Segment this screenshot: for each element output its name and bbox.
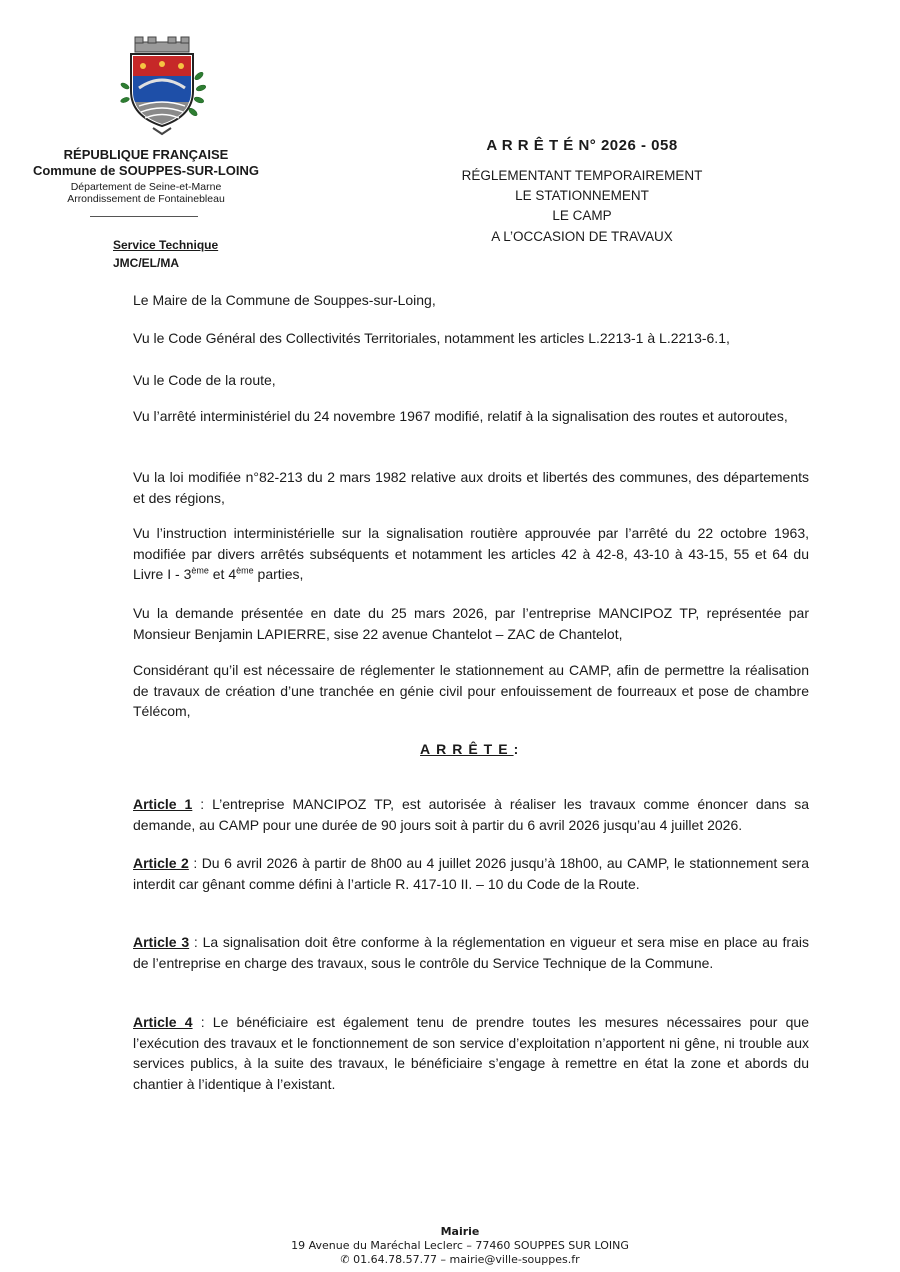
subject-line: LE CAMP [552,208,612,223]
vu-cgct-paragraph: Vu le Code Général des Collectivités Territoriales, notamment les articles L.2213-1 à L.2213-6.1, [133,330,730,346]
instruction-text: Vu l’instruction interministérielle sur la signalisation routière approuvée par l’arrêté du 22 octobre 1963, modifiée par divers arrêtés subséquents et notamment les articles 42 à 42-8, 43-10 à 43-15, 55 et 64 du Livre I - 3 [133,525,809,582]
maire-paragraph: Le Maire de la Commune de Souppes-sur-Loing, [133,292,436,308]
article-label: Article 3 [133,934,190,950]
arrete-heading [420,741,524,757]
arrete-heading-colon: : [513,741,525,757]
subject-line: LE STATIONNEMENT [515,188,649,203]
article-3 [133,932,809,973]
footer-title: Mairie [440,1225,480,1238]
mural-crown [135,37,189,52]
article-text: : La signalisation doit être conforme à la réglementation en vigueur et sera mise en place au frais de l’entreprise en charge des travaux, sous le contrôle du Service Technique de la Commune. [133,934,809,971]
footer-address: 19 Avenue du Maréchal Leclerc – 77460 SOUPPES SUR LOING [291,1239,629,1252]
arrete-number-title: A R R Ê T É N° 2026 - 058 [486,137,678,154]
ribbon [153,128,171,134]
subject-line: A L’OCCASION DE TRAVAUX [491,229,673,244]
departement-label: Département de Seine-et-Marne [70,181,222,193]
superscript: ème [236,565,254,576]
instruction-text: et 4 [208,566,237,582]
superscript: ème [191,565,209,576]
article-1 [133,794,809,835]
vu-arrete-1967-paragraph: Vu l’arrêté interministériel du 24 novembre 1967 modifié, relatif à la signalisation des routes et autoroutes, [133,408,788,424]
article-label: Article 1 [133,796,193,812]
divider [90,216,198,217]
subject-line: RÉGLEMENTANT TEMPORAIREMENT [461,168,703,183]
vu-instruction-paragraph [133,523,809,585]
shield [131,54,193,126]
arrete-heading-text: ARRÊTE [420,741,514,757]
article-text: : Le bénéficiaire est également tenu de prendre toutes les mesures nécessaires pour que l’exécution des travaux et le fonctionnement de son service d’exploitation n’apportent ni gêne, ni trouble aux services publics, à la suite des travaux, le bénéficiaire s’engage à remettre en état la zone et abords du chantier à l’identique à l’existant. [133,1014,810,1092]
article-text: : Du 6 avril 2026 à partir de 8h00 au 4 juillet 2026 jusqu’à 18h00, au CAMP, le stationnement sera interdit car gênant comme défini à l’article R. 417-10 II. – 10 du Code de la Route. [133,855,809,892]
article-label: Article 4 [133,1014,193,1030]
commune-name: Commune de SOUPPES-SUR-LOING [32,163,260,178]
instruction-text: parties, [253,566,304,582]
footer-contact: ✆ 01.64.78.57.77 – mairie@ville-souppes.fr [340,1253,580,1266]
vu-demande-paragraph: Vu la demande présentée en date du 25 mars 2026, par l’entreprise MANCIPOZ TP, représentée par Monsieur Benjamin LAPIERRE, sise 22 avenue Chantelot – ZAC de Chantelot, [133,605,809,642]
reference-code: JMC/EL/MA [113,256,179,270]
article-2 [133,853,809,894]
article-4 [133,1012,809,1094]
service-label: Service Technique [113,238,219,252]
republique-label: RÉPUBLIQUE FRANÇAISE [63,147,229,162]
article-label: Article 2 [133,855,189,871]
article-text: : L’entreprise MANCIPOZ TP, est autorisée à réaliser les travaux comme énoncer dans sa demande, au CAMP pour une durée de 90 jours soit à partir du 6 avril 2026 jusqu’au 4 juillet 2026. [133,796,810,833]
coat-of-arms-logo [113,36,211,136]
vu-loi-1982-paragraph: Vu la loi modifiée n°82-213 du 2 mars 1982 relative aux droits et libertés des communes, des départements et des régions, [133,469,809,506]
vu-route-paragraph: Vu le Code de la route, [133,372,276,388]
considerant-paragraph: Considérant qu’il est nécessaire de réglementer le stationnement au CAMP, afin de permettre la réalisation de travaux de création d’une tranchée en génie civil pour enfouissement de fourreaux et pose de chambre Télécom, [133,662,809,719]
arrondissement-label: Arrondissement de Fontainebleau [67,193,225,205]
